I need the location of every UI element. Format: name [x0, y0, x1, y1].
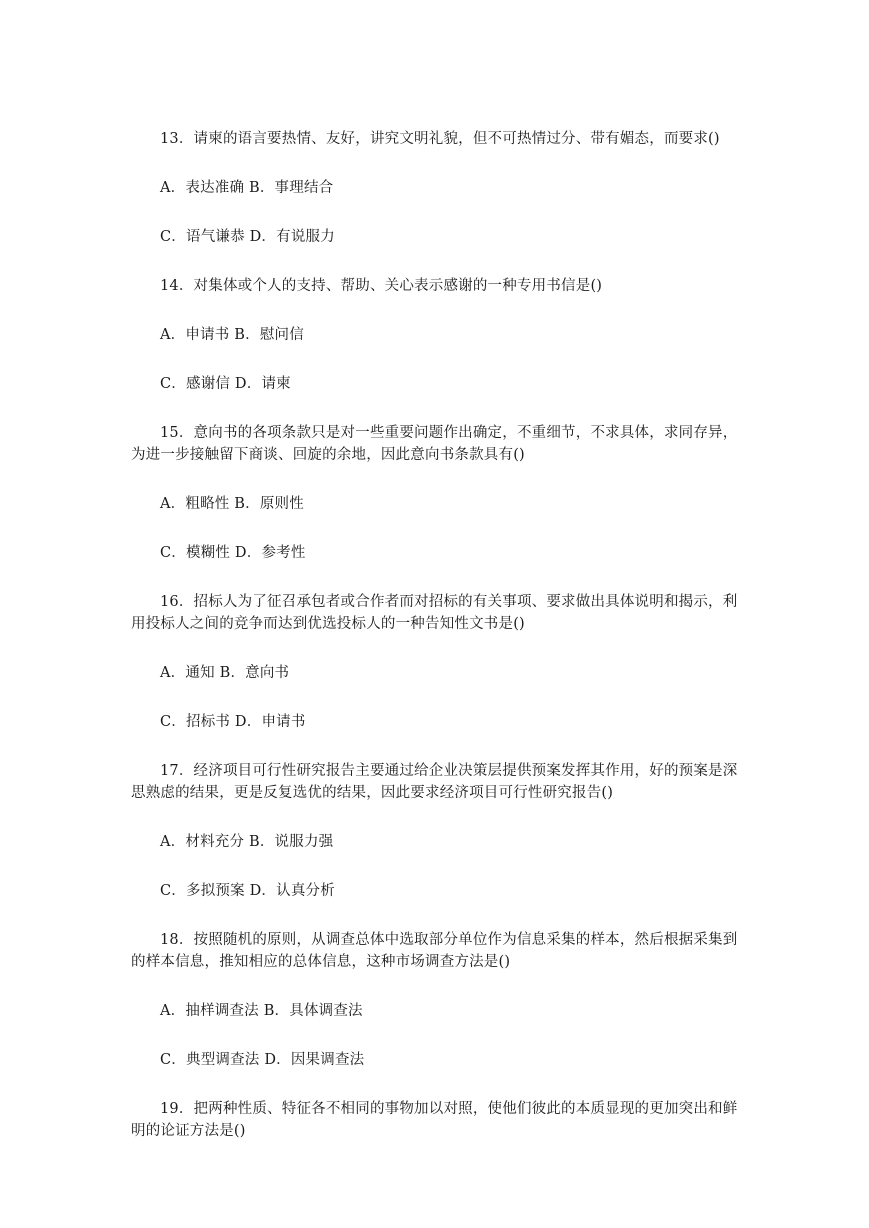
question-14-options-ab — [160, 324, 738, 346]
option-b: B．慰问信 — [234, 327, 304, 343]
question-17-stem: 17．经济项目可行性研究报告主要通过给企业决策层提供预案发挥其作用，好的预案是深思熟虑的结果，更是反复选优的结果，因此要求经济项目可行性研究报告() — [131, 763, 738, 801]
question-16-options-ab — [160, 662, 738, 684]
question-14-options-cd — [160, 373, 738, 395]
option-c: C．多拟预案 — [160, 883, 245, 899]
question-15-stem: 15．意向书的各项条款只是对一些重要问题作出确定，不重细节，不求具体，求同存异，为进一步接触留下商谈、回旋的余地，因此意向书条款具有() — [131, 425, 738, 463]
option-c: C．模糊性 — [160, 545, 231, 561]
option-b: B．意向书 — [219, 665, 290, 681]
option-a: A．粗略性 — [160, 496, 230, 512]
option-d: D．因果调查法 — [264, 1052, 365, 1068]
option-c: C．典型调查法 — [160, 1052, 260, 1068]
option-d: D．有说服力 — [249, 229, 335, 245]
option-c: C．招标书 — [160, 714, 231, 730]
question-13-options-ab — [160, 177, 738, 199]
option-b: B．具体调查法 — [263, 1003, 363, 1019]
question-16-stem: 16．招标人为了征召承包者或合作者而对招标的有关事项、要求做出具体说明和揭示，利用投标人之间的竞争而达到优选投标人的一种告知性文书是() — [131, 594, 738, 632]
option-a: A．表达准确 — [160, 180, 245, 196]
option-d: D．请柬 — [234, 376, 291, 392]
option-c: C．感谢信 — [160, 376, 231, 392]
option-d: D．申请书 — [234, 714, 306, 730]
option-a: A．抽样调查法 — [160, 1003, 259, 1019]
option-a: A．材料充分 — [160, 834, 245, 850]
question-17-options-cd — [160, 880, 738, 902]
question-18-options-cd — [160, 1049, 738, 1071]
question-14-stem: 14．对集体或个人的支持、帮助、关心表示感谢的一种专用书信是() — [160, 278, 603, 294]
option-a: A．通知 — [160, 665, 215, 681]
question-18-stem: 18．按照随机的原则，从调查总体中选取部分单位作为信息采集的样本，然后根据采集到的样本信息，推知相应的总体信息，这种市场调查方法是() — [131, 932, 738, 970]
question-18-options-ab — [160, 1000, 738, 1022]
question-19-stem: 19．把两种性质、特征各不相同的事物加以对照，使他们彼此的本质显现的更加突出和鲜明的论证方法是() — [131, 1101, 738, 1139]
option-b: B．原则性 — [234, 496, 304, 512]
question-17-options-ab — [160, 831, 738, 853]
option-b: B．事理结合 — [248, 180, 334, 196]
option-a: A．申请书 — [160, 327, 230, 343]
option-d: D．参考性 — [234, 545, 306, 561]
question-13-options-cd — [160, 226, 738, 248]
question-15-options-cd — [160, 542, 738, 564]
question-13-stem: 13．请柬的语言要热情、友好，讲究文明礼貌，但不可热情过分、带有媚态，而要求() — [160, 131, 720, 147]
question-16-options-cd — [160, 711, 738, 733]
option-d: D．认真分析 — [249, 883, 335, 899]
option-b: B．说服力强 — [248, 834, 334, 850]
option-c: C．语气谦恭 — [160, 229, 245, 245]
question-15-options-ab — [160, 493, 738, 515]
